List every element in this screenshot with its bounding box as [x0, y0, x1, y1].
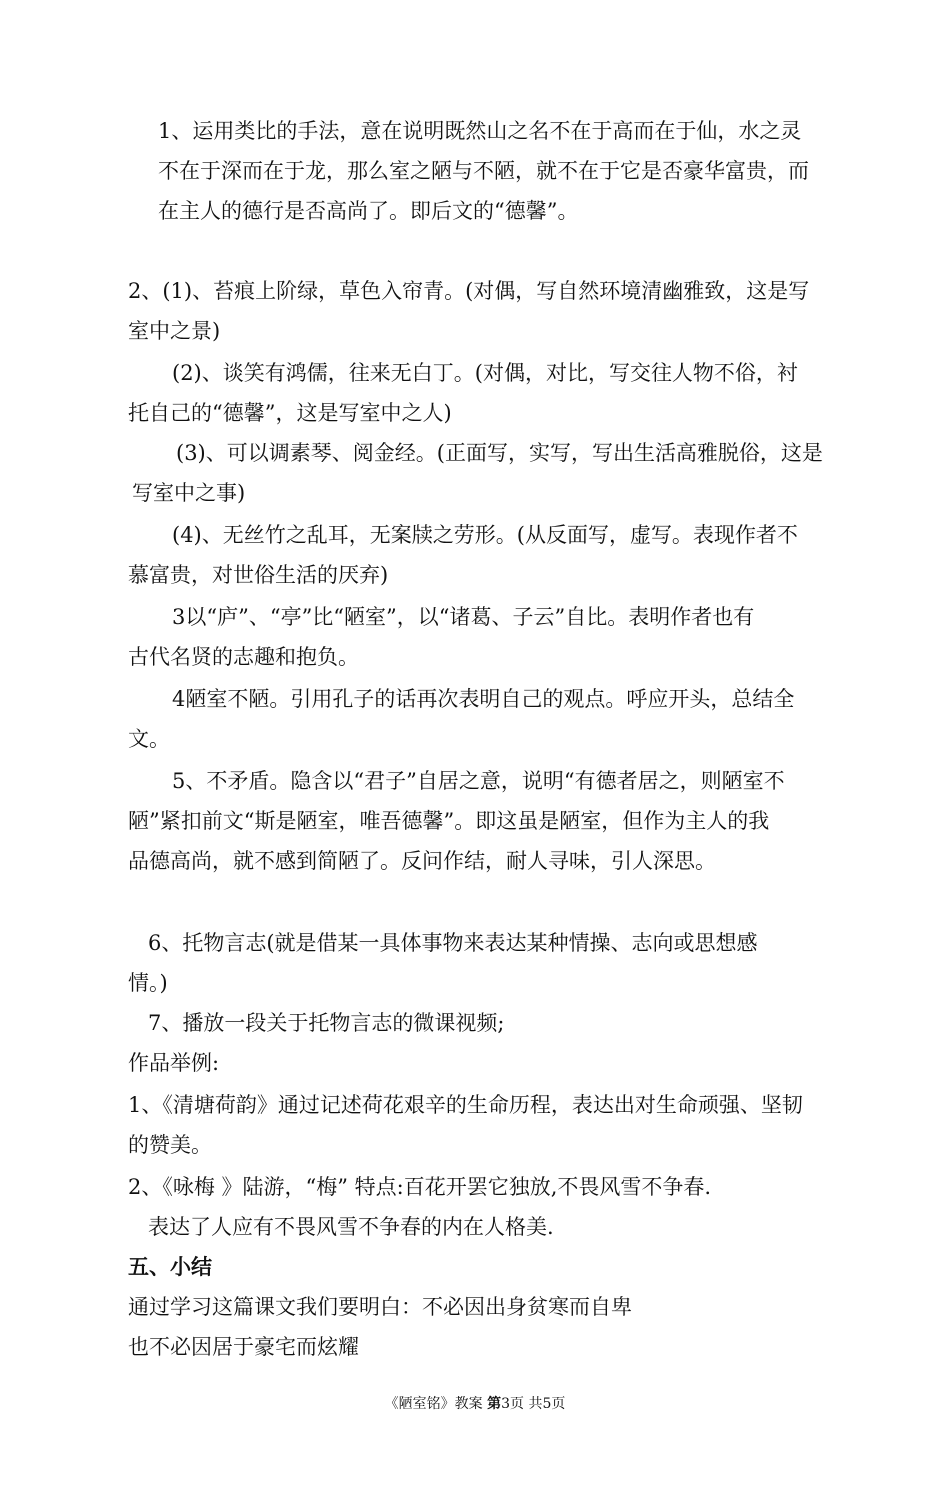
text-line: 情。): [128, 971, 168, 995]
footer-doc-title: 《陋室铭》教案: [384, 1396, 483, 1412]
text-line: (3)、可以调素琴、阅金经。(正面写，实写，写出生活高雅脱俗，这是: [176, 441, 823, 465]
text-line: 写室中之事): [132, 481, 246, 505]
text-line: 7、播放一段关于托物言志的微课视频;: [148, 1011, 505, 1035]
text-line: 不在于深而在于龙，那么室之陋与不陋，就不在于它是否豪华富贵，而: [158, 159, 809, 183]
text-line: 5、不矛盾。隐含以“君子”自居之意，说明“有德者居之，则陋室不: [172, 769, 785, 793]
text-line: (4)、无丝竹之乱耳，无案牍之劳形。(从反面写，虚写。表现作者不: [172, 523, 798, 547]
text-line: 1、运用类比的手法，意在说明既然山之名不在于高而在于仙，水之灵: [158, 119, 802, 143]
text-line: 也不必因居于豪宅而炫耀: [128, 1335, 359, 1359]
text-line: 慕富贵，对世俗生活的厌弃): [128, 563, 389, 587]
text-line: (2)、谈笑有鸿儒，往来无白丁。(对偶，对比，写交往人物不俗，衬: [172, 361, 798, 385]
footer-total-label: 共: [528, 1396, 543, 1412]
text-line: 室中之景): [128, 319, 221, 343]
text-line: 的赞美。: [128, 1133, 212, 1157]
text-line: 文。: [128, 727, 170, 751]
text-line: 托自己的“德馨”，这是写室中之人): [128, 401, 452, 425]
section-heading: 五、小结: [128, 1254, 212, 1279]
footer-total-unit: 页: [551, 1396, 566, 1412]
text-line: 3以“庐”、“亭”比“陋室”，以“诸葛、子云”自比。表明作者也有: [172, 605, 755, 629]
text-line: 品德高尚，就不感到简陋了。反问作结，耐人寻味，引人深思。: [128, 849, 716, 873]
text-line: 通过学习这篇课文我们要明白：不必因出身贫寒而自卑: [128, 1295, 632, 1319]
footer-page-label: 第: [487, 1396, 502, 1412]
text-line: 2、(1)、苔痕上阶绿，草色入帘青。(对偶，写自然环境清幽雅致，这是写: [128, 279, 810, 303]
text-line: 古代名贤的志趣和抱负。: [128, 645, 359, 669]
text-line: 在主人的德行是否高尚了。即后文的“德馨”。: [158, 199, 579, 223]
text-line: 2、《咏梅 》陆游，“梅” 特点:百花开罢它独放,不畏风雪不争春.: [128, 1175, 712, 1199]
footer-page-unit: 页: [510, 1396, 524, 1412]
page-footer: [0, 1394, 950, 1414]
text-line: 表达了人应有不畏风雪不争春的内在人格美.: [148, 1215, 554, 1239]
footer-total-number: 5: [542, 1396, 552, 1412]
text-line: 4陋室不陋。引用孔子的话再次表明自己的观点。呼应开头，总结全: [172, 687, 795, 711]
text-line: 1、《清塘荷韵》通过记述荷花艰辛的生命历程，表达出对生命顽强、坚韧: [128, 1093, 803, 1117]
text-line: 作品举例:: [128, 1051, 220, 1075]
footer-page-number: 3: [501, 1396, 510, 1412]
text-line: 6、托物言志(就是借某一具体事物来表达某种情操、志向或思想感: [148, 931, 758, 955]
text-line: 陋”紧扣前文“斯是陋室，唯吾德馨”。即这虽是陋室，但作为主人的我: [128, 809, 770, 833]
